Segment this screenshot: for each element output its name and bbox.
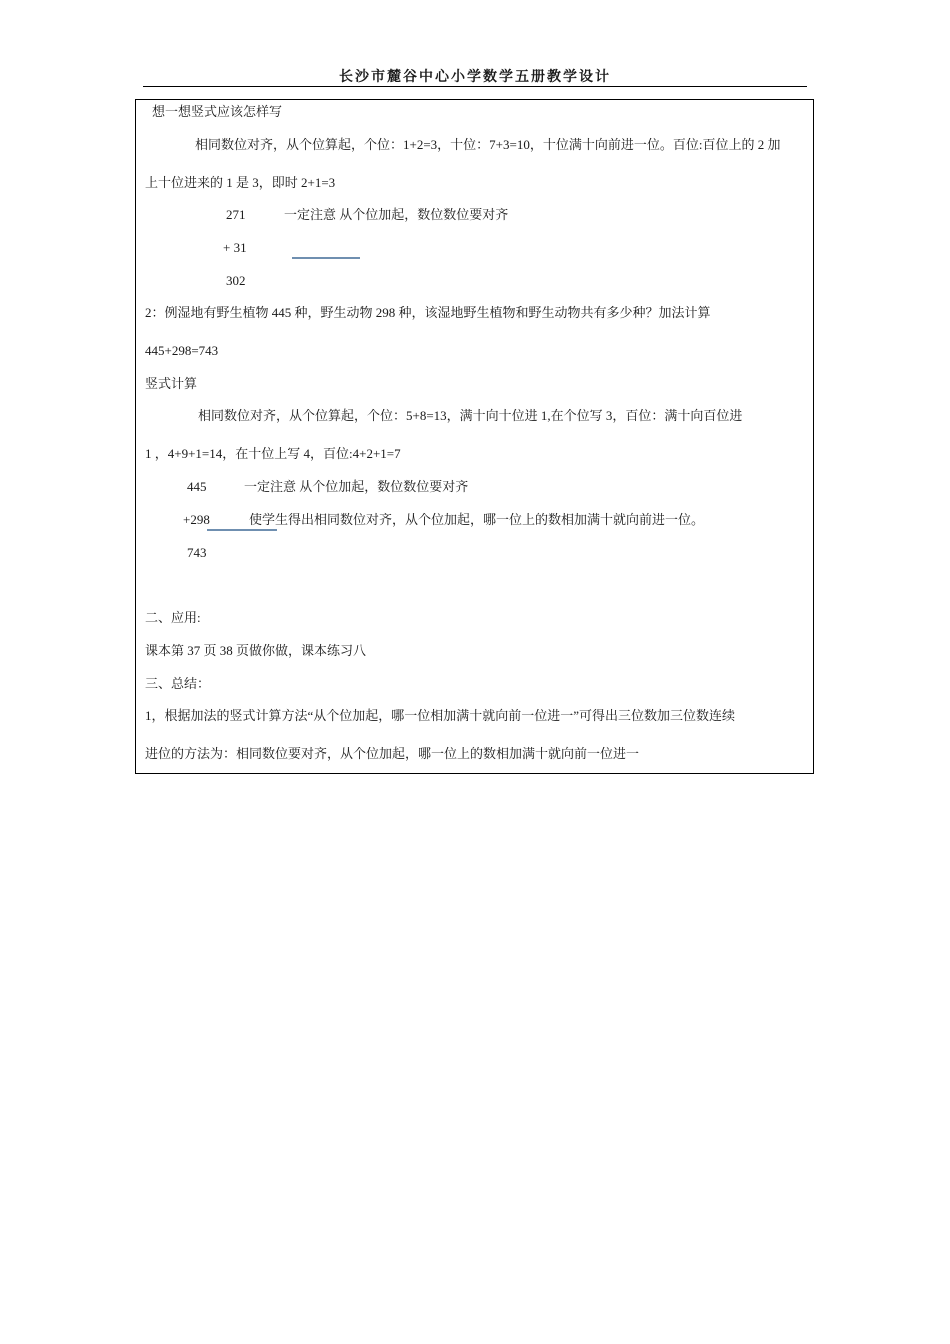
example1-vertical-note: 一定注意 从个位加起，数位数位要对齐 xyxy=(284,207,509,222)
example2-vertical-note1: 一定注意 从个位加起，数位数位要对齐 xyxy=(244,479,469,494)
think-title: 想一想竖式应该怎样写 xyxy=(152,104,283,119)
page-header-title: 长沙市麓谷中心小学数学五册教学设计 xyxy=(339,70,611,85)
example2-explanation-line2: 1 ，4+9+1=14，在十位上写 4，百位:4+2+1=7 xyxy=(145,446,401,461)
section-summary-title: 三、总结： xyxy=(145,676,211,691)
example1-vertical-addend: + 31 xyxy=(223,240,247,255)
summary-line1: 1，根据加法的竖式计算方法“从个位加起，哪一位相加满十就向前一位进一”可得出三位数加三位数连续 xyxy=(145,708,736,723)
example2-underline xyxy=(207,529,277,531)
example2-vertical-addend: +298 xyxy=(183,512,210,527)
summary-line2: 进位的方法为：相同数位要对齐，从个位加起，哪一位上的数相加满十就向前一位进一 xyxy=(145,746,640,761)
example2-vertical-result: 743 xyxy=(187,545,207,560)
example1-underline xyxy=(292,257,360,259)
example2-equation: 445+298=743 xyxy=(145,343,219,358)
example1-vertical-top: 271 xyxy=(226,207,246,222)
example2-vertical-note2: 使学生得出相同数位对齐，从个位加起，哪一位上的数相加满十就向前进一位。 xyxy=(249,512,705,527)
example2-explanation-line1: 相同数位对齐，从个位算起，个位：5+8=13，满十向十位进 1,在个位写 3，百位：满十向百位进 xyxy=(198,408,743,423)
example2-vertical-label: 竖式计算 xyxy=(145,376,198,391)
section-application-title: 二、应用: xyxy=(145,610,201,625)
example2-vertical-top: 445 xyxy=(187,479,207,494)
example1-vertical-result: 302 xyxy=(226,273,246,288)
example1-explanation-line1: 相同数位对齐，从个位算起，个位：1+2=3，十位：7+3=10，十位满十向前进一位。百位:百位上的 2 加 xyxy=(195,137,781,152)
header-divider xyxy=(143,86,807,87)
lesson-content-box xyxy=(135,99,814,774)
example2-question: 2：例湿地有野生植物 445 种，野生动物 298 种，该湿地野生植物和野生动物共有多少种？加法计算 xyxy=(145,305,711,320)
section-application-text: 课本第 37 页 38 页做你做，课本练习八 xyxy=(145,643,367,658)
example1-explanation-line2: 上十位进来的 1 是 3，即时 2+1=3 xyxy=(145,175,336,190)
